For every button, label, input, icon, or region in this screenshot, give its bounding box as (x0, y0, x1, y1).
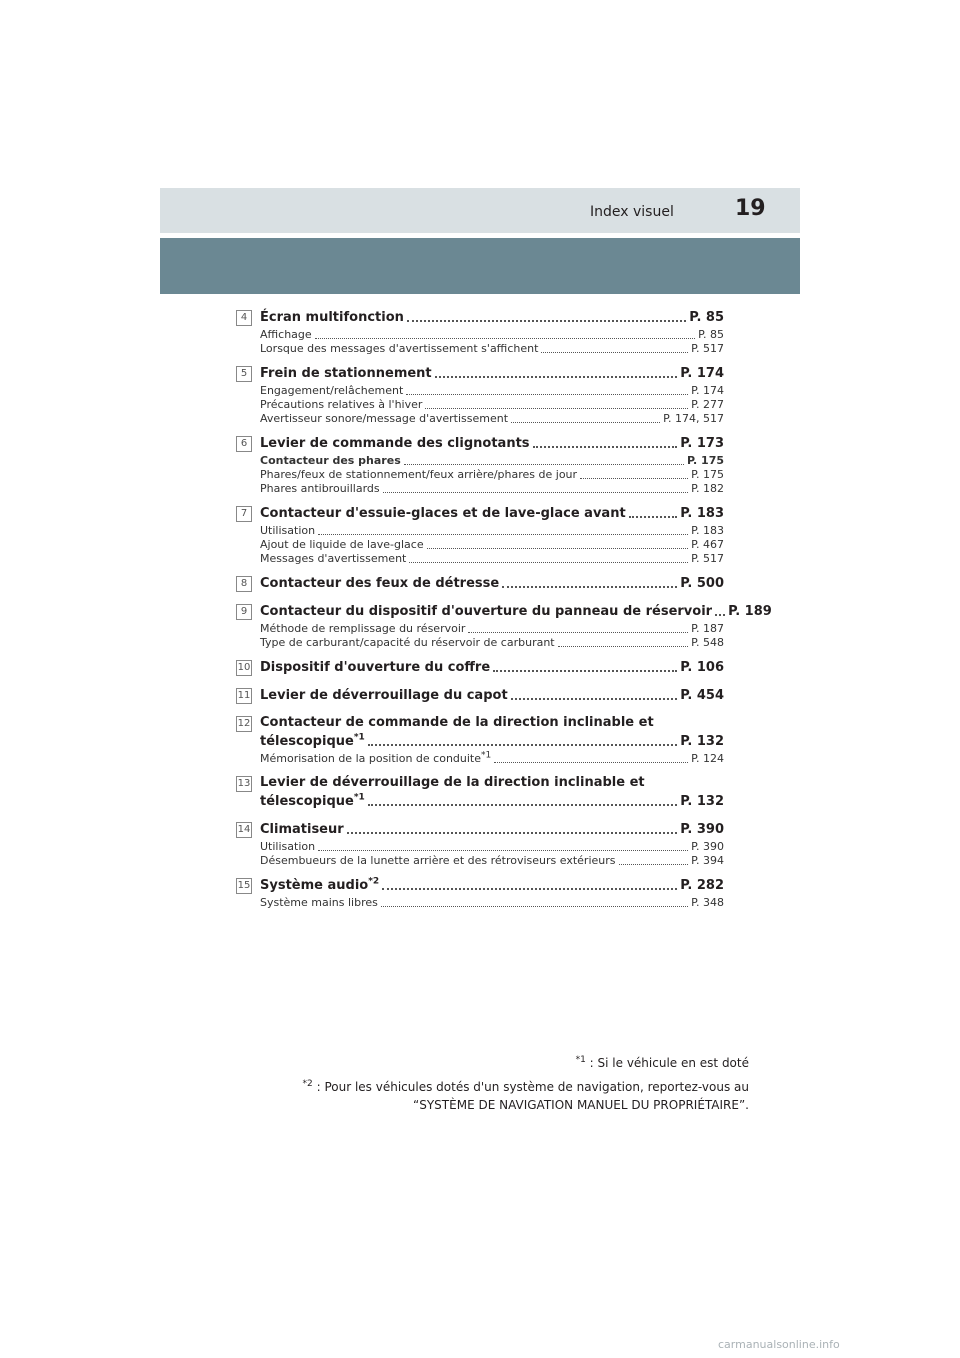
sub-entry-page-ref[interactable]: P. 174 (691, 384, 724, 397)
leader-dots (511, 698, 678, 700)
sub-entry-text: Utilisation (260, 840, 316, 853)
sub-entry-page-ref[interactable]: P. 187 (691, 622, 724, 635)
entry-number-badge: 5 (236, 366, 252, 382)
sub-entry (260, 342, 724, 356)
sub-entry (260, 454, 724, 468)
entry-title-line (260, 308, 724, 328)
footnote-2-continued: “SYSTÈME DE NAVIGATION MANUEL DU PROPRIÉTAIRE”. (413, 1098, 749, 1112)
entry-title-text: Écran multifonction (260, 310, 404, 325)
entry-title (260, 686, 508, 706)
sub-entry-text: Système mains libres (260, 896, 378, 909)
entry-number-badge: 8 (236, 576, 252, 592)
entry-page-ref[interactable]: P. 106 (680, 660, 724, 675)
sub-entry-page-ref[interactable]: P. 182 (691, 482, 724, 495)
entry-title (260, 732, 365, 752)
index-entry (236, 714, 724, 766)
entry-title-line (260, 792, 724, 812)
entry-number-badge: 11 (236, 688, 252, 704)
entry-title (260, 504, 626, 524)
sub-entry-label (260, 384, 403, 398)
sub-entry (260, 854, 724, 868)
sub-entry (260, 524, 724, 538)
entry-title-line (260, 732, 724, 752)
entry-title-text: Contacteur d'essuie-glaces et de lave-glace avant (260, 506, 626, 521)
sub-entry-label (260, 342, 538, 356)
page-number: 19 (735, 196, 766, 221)
entry-page-ref[interactable]: P. 454 (680, 688, 724, 703)
entry-title-line (260, 876, 724, 896)
sub-entry (260, 412, 724, 426)
entry-title (260, 574, 499, 594)
leader-dots (404, 464, 684, 465)
entry-number-badge: 13 (236, 776, 252, 792)
entry-page-ref[interactable]: P. 189 (728, 604, 772, 619)
sub-entry-text: Mémorisation de la position de conduite (260, 752, 482, 765)
sub-entry-text: Précautions relatives à l'hiver (260, 398, 423, 411)
leader-dots (494, 762, 688, 763)
leader-dots (381, 906, 688, 907)
leader-dots (425, 408, 688, 409)
footnote-1-text: : Si le véhicule en est doté (589, 1056, 749, 1070)
sub-entry (260, 328, 724, 342)
index-entry (236, 876, 724, 910)
sub-entry-label (260, 622, 465, 636)
leader-dots (435, 376, 678, 378)
leader-dots (347, 832, 678, 834)
sub-entry-text: Phares/feux de stationnement/feux arrière/phares de jour (260, 468, 578, 481)
entry-title-text: Contacteur des feux de détresse (260, 576, 500, 591)
section-title: Index visuel (590, 204, 674, 220)
sub-entry-label (260, 524, 315, 538)
index-entry (236, 820, 724, 868)
sub-entry-page-ref[interactable]: P. 548 (691, 636, 724, 649)
sub-entry-text: Phares antibrouillards (260, 482, 380, 495)
entry-title-line1: Contacteur de commande de la direction inclinable et (260, 715, 654, 730)
entry-title-line (260, 574, 724, 594)
sub-entry-page-ref[interactable]: P. 174, 517 (663, 412, 724, 425)
index-entry (236, 658, 724, 678)
index-entry (236, 434, 724, 496)
sub-entry-page-ref[interactable]: P. 175 (691, 468, 724, 481)
sub-entry (260, 552, 724, 566)
footnote-1-mark: *1 (575, 1055, 586, 1065)
sub-entry-page-ref[interactable]: P. 124 (691, 752, 724, 765)
index-entry (236, 602, 772, 650)
leader-dots (533, 446, 678, 448)
sub-entry-label (260, 854, 616, 868)
sub-entry-text: Utilisation (260, 524, 316, 537)
entry-page-ref[interactable]: P. 500 (680, 576, 724, 591)
entry-number-badge: 15 (236, 878, 252, 894)
sub-entry-label (260, 636, 555, 650)
sub-entry-label (260, 398, 422, 412)
sub-entry (260, 622, 724, 636)
leader-dots (406, 394, 688, 395)
sub-entry (260, 384, 724, 398)
entry-title (260, 308, 404, 328)
sub-entry-page-ref[interactable]: P. 394 (691, 854, 724, 867)
footnote-2-text: : Pour les véhicules dotés d'un système de navigation, reportez-vous au (316, 1080, 749, 1094)
entry-title-line (260, 504, 724, 524)
footnote-ref: *1 (353, 732, 365, 743)
sub-entry-label (260, 840, 315, 854)
sub-entry-text: Méthode de remplissage du réservoir (260, 622, 466, 635)
sub-entry-label (260, 538, 424, 552)
leader-dots (368, 744, 677, 746)
entry-title-text: Dispositif d'ouverture du coffre (260, 660, 491, 675)
sub-entry-label (260, 552, 406, 566)
entry-title-text: Levier de commande des clignotants (260, 436, 530, 451)
entry-title-text: télescopique (260, 734, 354, 749)
sub-entry (260, 752, 724, 766)
entry-title (260, 876, 379, 896)
sub-entry-text: Messages d'avertissement (260, 552, 407, 565)
index-entry (236, 774, 724, 812)
entry-page-ref[interactable]: P. 174 (680, 366, 724, 381)
entry-title-text: Climatiseur (260, 822, 344, 837)
footnote-ref: *1 (353, 792, 365, 803)
index-entry (236, 308, 724, 356)
sub-entry (260, 398, 724, 412)
entry-title-line (260, 658, 724, 678)
index-entry (236, 504, 724, 566)
sub-entry-text: Avertisseur sonore/message d'avertissement (260, 412, 509, 425)
entry-number-badge: 12 (236, 716, 252, 732)
leader-dots (511, 422, 660, 423)
leader-dots (368, 804, 677, 806)
sub-entry-label (260, 328, 312, 342)
entry-number-badge: 7 (236, 506, 252, 522)
leader-dots (318, 534, 688, 535)
leader-dots (541, 352, 688, 353)
leader-dots (619, 864, 689, 865)
footnote-ref: *2 (368, 876, 380, 887)
sub-entry-page-ref[interactable]: P. 390 (691, 840, 724, 853)
leader-dots (580, 478, 688, 479)
sub-entry-page-ref[interactable]: P. 467 (691, 538, 724, 551)
leader-dots (409, 562, 688, 563)
entry-page-ref[interactable]: P. 132 (680, 734, 724, 749)
entry-page-ref[interactable]: P. 390 (680, 822, 724, 837)
sub-entry-text: Engagement/relâchement (260, 384, 404, 397)
watermark: carmanualsonline.info (718, 1338, 840, 1351)
footnote-ref: *1 (481, 750, 492, 761)
entry-page-ref[interactable]: P. 85 (689, 310, 724, 325)
entry-page-ref[interactable]: P. 132 (680, 794, 724, 809)
sub-entry-page-ref[interactable]: P. 85 (698, 328, 724, 341)
sub-entry-page-ref[interactable]: P. 175 (686, 454, 724, 467)
entry-page-ref[interactable]: P. 282 (680, 878, 724, 893)
sub-entry (260, 538, 724, 552)
entry-title-text: Contacteur du dispositif d'ouverture du panneau de réservoir (260, 604, 713, 619)
sub-entry (260, 636, 724, 650)
sub-entry-text: Affichage (260, 328, 312, 341)
entry-number-badge: 4 (236, 310, 252, 326)
sub-entry-label (260, 482, 380, 496)
entry-number-badge: 10 (236, 660, 252, 676)
sub-entry-text: Ajout de liquide de lave-glace (260, 538, 424, 551)
index-entry (236, 364, 724, 426)
sub-entry-page-ref[interactable]: P. 183 (691, 524, 724, 537)
sub-entry (260, 896, 724, 910)
sub-entry-text: Lorsque des messages d'avertissement s'affichent (260, 342, 539, 355)
sub-entry-text: Désembueurs de la lunette arrière et des rétroviseurs extérieurs (260, 854, 616, 867)
index-list (236, 308, 772, 918)
sub-entry-page-ref[interactable]: P. 277 (691, 398, 724, 411)
sub-entry (260, 482, 724, 496)
sub-entry (260, 840, 724, 854)
footnote-2-mark: *2 (302, 1079, 313, 1089)
entry-title-text: Levier de déverrouillage du capot (260, 688, 508, 703)
leader-dots (318, 850, 688, 851)
leader-dots (502, 586, 677, 588)
sub-entry-label (260, 412, 508, 426)
sub-entry-text: Type de carburant/capacité du réservoir de carburant (260, 636, 555, 649)
entry-title (260, 820, 344, 840)
entry-title-line (260, 820, 724, 840)
entry-title (260, 364, 432, 384)
footnote-1 (576, 1056, 749, 1070)
index-entry (236, 686, 724, 706)
leader-dots (468, 632, 688, 633)
entry-title-text: Frein de stationnement (260, 366, 432, 381)
entry-title-line (260, 602, 772, 622)
sub-entry-label (260, 468, 577, 482)
leader-dots (493, 670, 677, 672)
entry-number-badge: 9 (236, 604, 252, 620)
sub-entry-label (260, 454, 401, 468)
leader-dots (558, 646, 688, 647)
entry-title (260, 602, 712, 622)
index-entry (236, 574, 724, 594)
sub-entry (260, 468, 724, 482)
leader-dots (315, 338, 695, 339)
sub-entry-text: Contacteur des phares (260, 454, 401, 467)
leader-dots (383, 492, 688, 493)
header-subband (160, 238, 800, 294)
leader-dots (427, 548, 688, 549)
leader-dots (715, 614, 725, 616)
entry-title-line (260, 364, 724, 384)
entry-number-badge: 14 (236, 822, 252, 838)
entry-title-line1: Levier de déverrouillage de la direction inclinable et (260, 775, 645, 790)
sub-entry-page-ref[interactable]: P. 348 (691, 896, 724, 909)
sub-entry-label (260, 752, 491, 766)
entry-title (260, 658, 490, 678)
leader-dots (629, 516, 678, 518)
header-band (160, 188, 800, 233)
entry-page-ref[interactable]: P. 173 (680, 436, 724, 451)
sub-entry-label (260, 896, 378, 910)
entry-title-text: télescopique (260, 794, 354, 809)
footnote-2 (303, 1080, 749, 1094)
entry-title-text: Système audio (260, 878, 369, 893)
entry-title-line (260, 686, 724, 706)
entry-page-ref[interactable]: P. 183 (680, 506, 724, 521)
sub-entry-page-ref[interactable]: P. 517 (691, 342, 724, 355)
leader-dots (407, 320, 686, 322)
entry-number-badge: 6 (236, 436, 252, 452)
entry-title (260, 434, 530, 454)
sub-entry-page-ref[interactable]: P. 517 (691, 552, 724, 565)
entry-title-line (260, 434, 724, 454)
leader-dots (382, 888, 677, 890)
entry-title (260, 792, 365, 812)
